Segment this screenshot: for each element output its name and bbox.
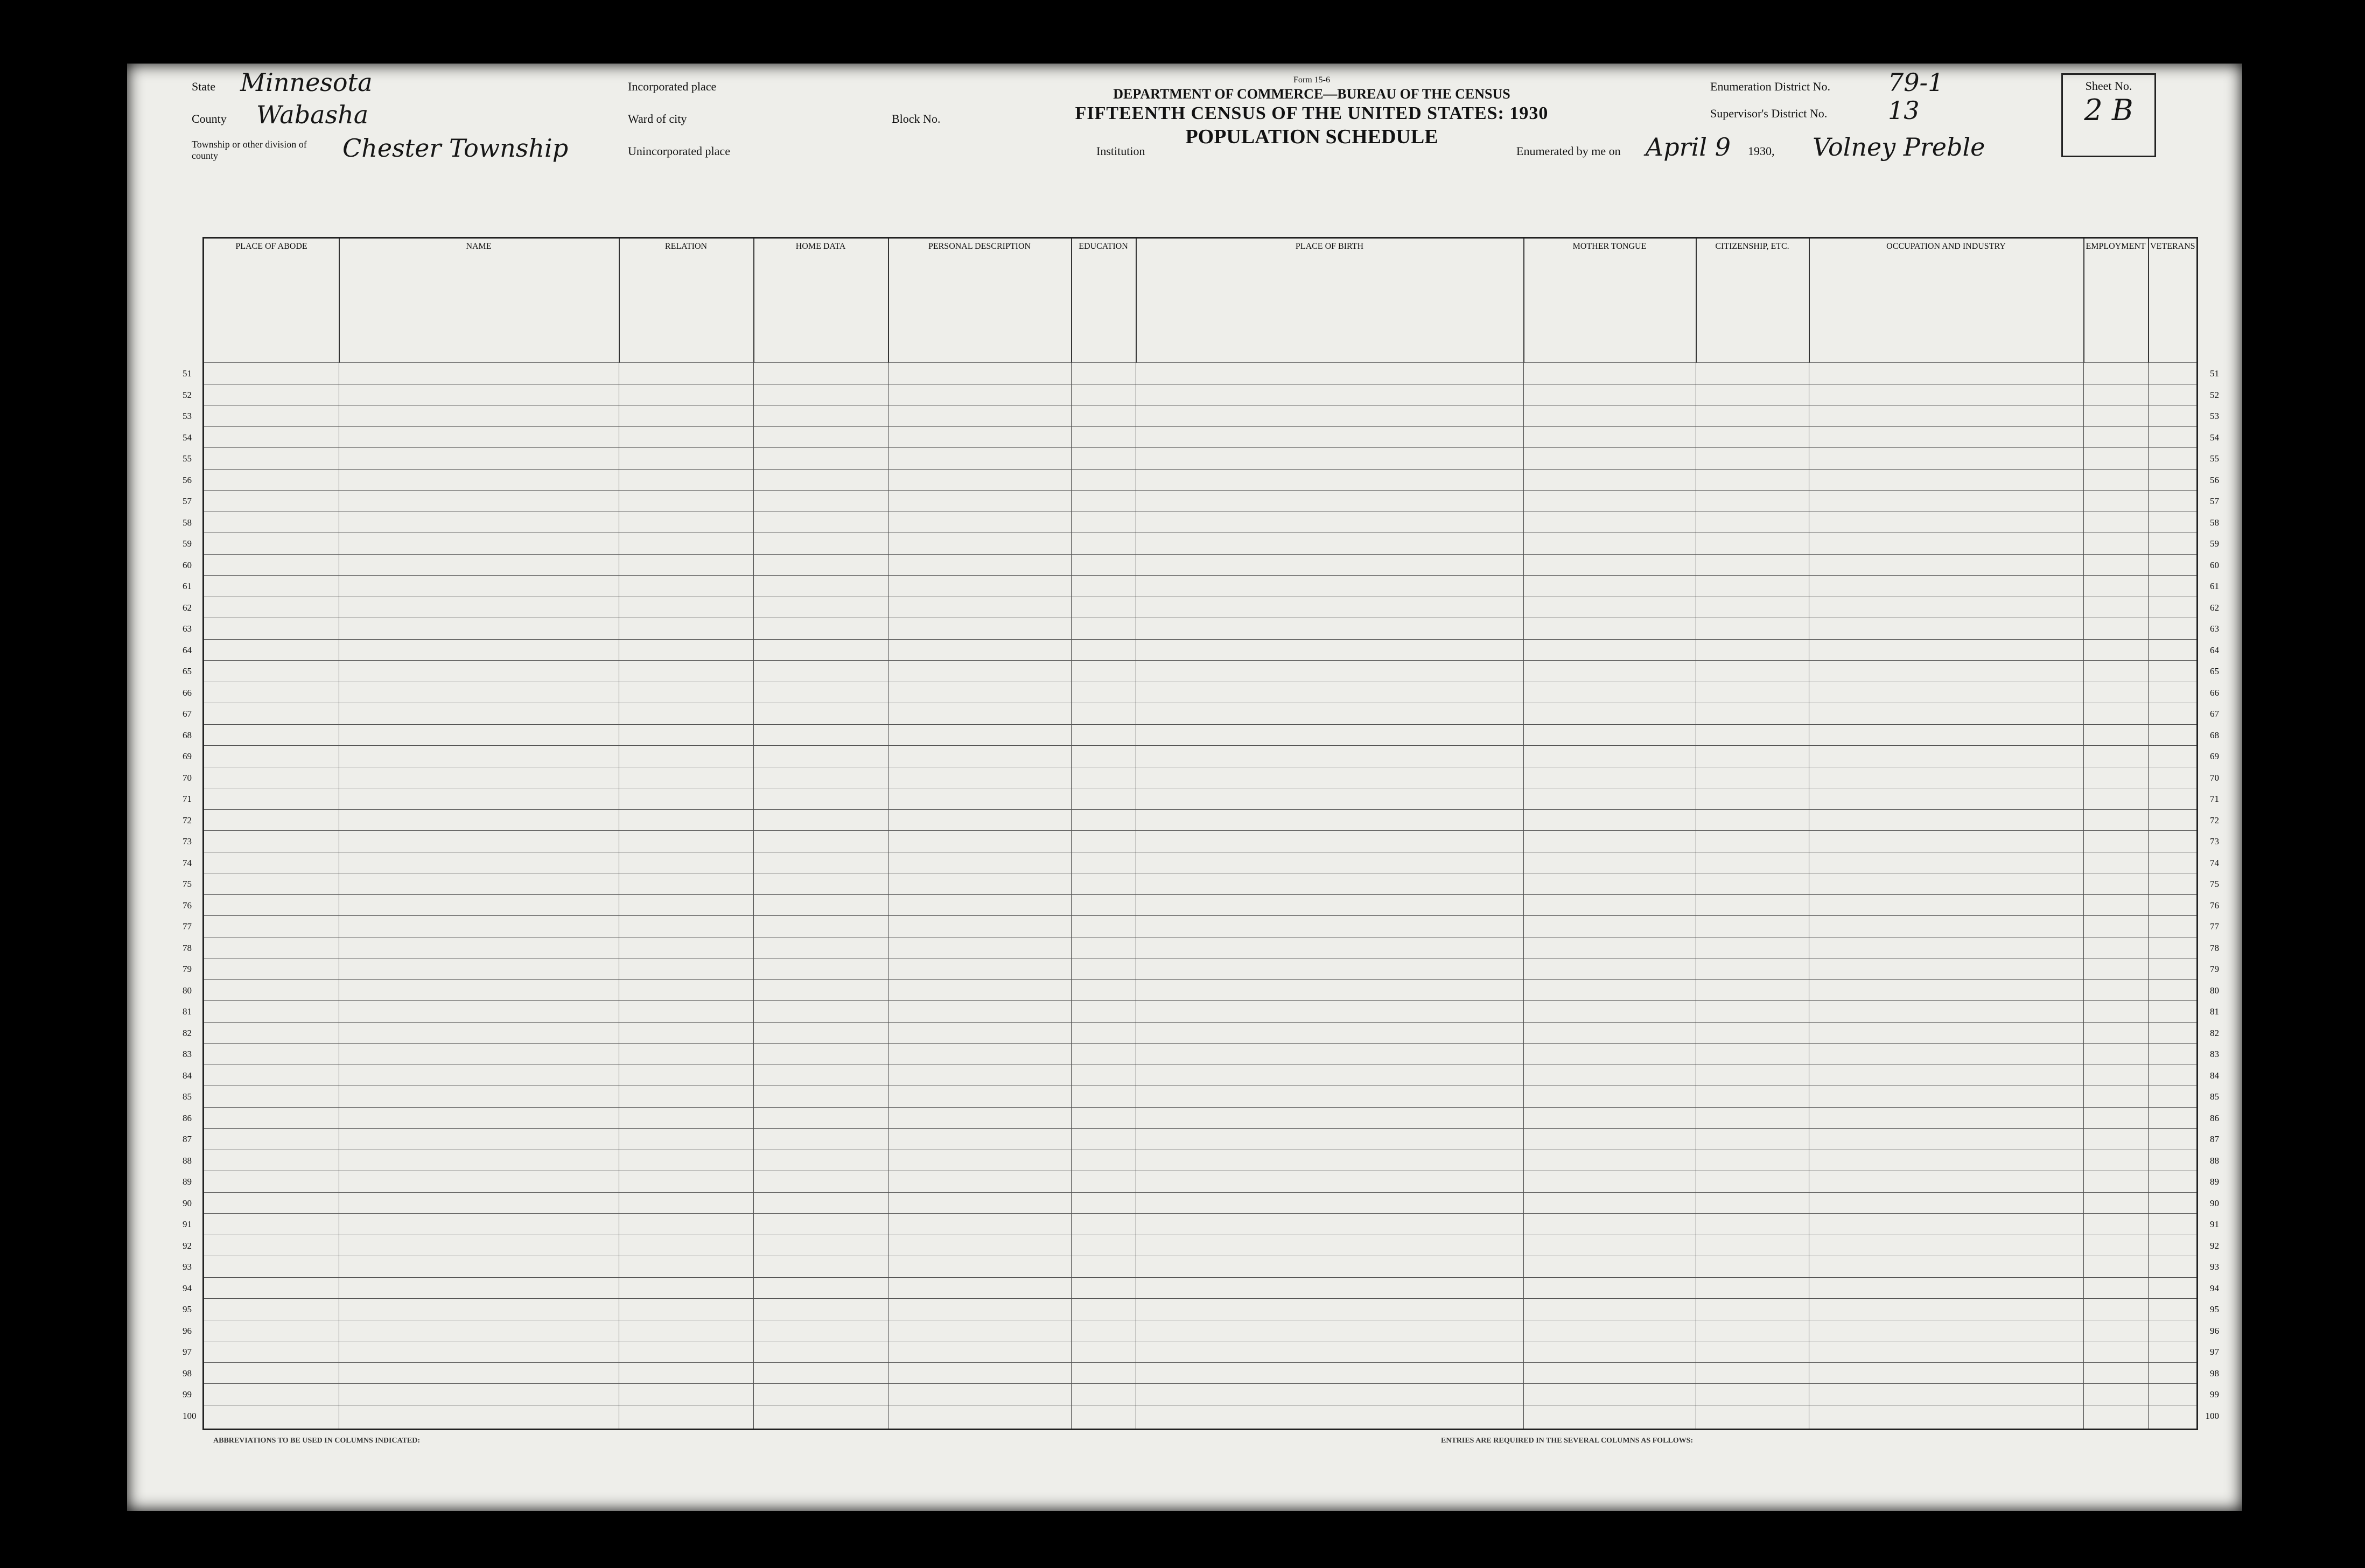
county-value: Wabasha bbox=[256, 100, 369, 129]
row-number-right: 68 bbox=[2210, 730, 2219, 740]
table-row bbox=[183, 915, 2219, 937]
census-title: FIFTEENTH CENSUS OF THE UNITED STATES: 1930 bbox=[1075, 103, 1549, 123]
row-number-right: 89 bbox=[2210, 1177, 2219, 1187]
col-place-of-birth: PLACE OF BIRTH bbox=[1136, 239, 1524, 362]
row-number-left: 84 bbox=[183, 1070, 192, 1081]
row-number-right: 86 bbox=[2210, 1112, 2219, 1123]
row-number-left: 55 bbox=[183, 453, 192, 464]
row-number-left: 98 bbox=[183, 1368, 192, 1378]
table-row bbox=[183, 830, 2219, 852]
row-number-left: 66 bbox=[183, 687, 192, 698]
footer-right-note: ENTRIES ARE REQUIRED IN THE SEVERAL COLUMNS AS FOLLOWS: bbox=[1441, 1437, 1694, 1445]
row-number-left: 99 bbox=[183, 1389, 192, 1399]
row-number-right: 75 bbox=[2210, 879, 2219, 889]
row-number-right: 61 bbox=[2210, 581, 2219, 591]
row-number-right: 51 bbox=[2210, 368, 2219, 379]
table-row bbox=[183, 512, 2219, 533]
table-row bbox=[183, 1405, 2219, 1426]
table-row bbox=[183, 724, 2219, 746]
state-label: State bbox=[192, 80, 215, 93]
row-number-left: 60 bbox=[183, 559, 192, 570]
col-education: EDUCATION bbox=[1071, 239, 1137, 362]
table-row bbox=[183, 873, 2219, 894]
row-number-right: 98 bbox=[2210, 1368, 2219, 1378]
schedule-title: POPULATION SCHEDULE bbox=[1185, 125, 1438, 148]
col-relation: RELATION bbox=[619, 239, 754, 362]
table-row bbox=[183, 1235, 2219, 1256]
row-number-left: 88 bbox=[183, 1155, 192, 1166]
row-number-right: 78 bbox=[2210, 942, 2219, 953]
row-number-right: 71 bbox=[2210, 794, 2219, 804]
row-number-left: 68 bbox=[183, 730, 192, 740]
row-number-right: 59 bbox=[2210, 538, 2219, 549]
table-row bbox=[183, 618, 2219, 639]
row-number-left: 56 bbox=[183, 474, 192, 485]
table-row bbox=[183, 852, 2219, 873]
row-number-right: 67 bbox=[2210, 709, 2219, 719]
table-row bbox=[183, 447, 2219, 469]
census-sheet bbox=[127, 64, 2242, 1511]
sd-value: 13 bbox=[1888, 96, 1920, 125]
row-number-left: 77 bbox=[183, 921, 192, 932]
table-row bbox=[183, 575, 2219, 597]
row-number-left: 54 bbox=[183, 432, 192, 443]
row-number-right: 70 bbox=[2210, 772, 2219, 783]
row-number-left: 58 bbox=[183, 517, 192, 528]
row-number-right: 56 bbox=[2210, 474, 2219, 485]
row-number-right: 95 bbox=[2210, 1304, 2219, 1314]
row-number-right: 62 bbox=[2210, 602, 2219, 613]
row-number-left: 51 bbox=[183, 368, 192, 379]
ward-label: Ward of city bbox=[628, 112, 687, 125]
table-row bbox=[183, 1192, 2219, 1214]
row-number-left: 57 bbox=[183, 496, 192, 506]
row-number-left: 80 bbox=[183, 985, 192, 996]
table-row bbox=[183, 767, 2219, 788]
table-row bbox=[183, 809, 2219, 831]
row-number-left: 95 bbox=[183, 1304, 192, 1314]
township-value: Chester Township bbox=[342, 134, 569, 163]
table-row bbox=[183, 490, 2219, 512]
table-row bbox=[183, 1298, 2219, 1320]
row-number-left: 82 bbox=[183, 1027, 192, 1038]
table-row bbox=[183, 745, 2219, 767]
row-number-right: 74 bbox=[2210, 857, 2219, 868]
title-block bbox=[1042, 74, 1581, 150]
table-row bbox=[183, 1150, 2219, 1171]
row-number-left: 63 bbox=[183, 624, 192, 634]
table-row bbox=[183, 533, 2219, 554]
row-number-left: 94 bbox=[183, 1283, 192, 1293]
row-number-left: 59 bbox=[183, 538, 192, 549]
table-row bbox=[183, 1171, 2219, 1192]
row-number-right: 81 bbox=[2210, 1006, 2219, 1017]
row-number-left: 83 bbox=[183, 1049, 192, 1059]
row-number-left: 71 bbox=[183, 794, 192, 804]
sheet-label: Sheet No. bbox=[2085, 79, 2132, 93]
unincorporated-label: Unincorporated place bbox=[628, 144, 730, 158]
row-number-left: 90 bbox=[183, 1198, 192, 1208]
row-number-left: 64 bbox=[183, 645, 192, 655]
row-number-right: 84 bbox=[2210, 1070, 2219, 1081]
table-row bbox=[183, 660, 2219, 682]
sheet-box bbox=[2061, 73, 2156, 157]
row-number-right: 97 bbox=[2210, 1347, 2219, 1357]
table-row bbox=[183, 979, 2219, 1001]
sd-label: Supervisor's District No. bbox=[1710, 107, 1828, 120]
row-number-left: 91 bbox=[183, 1219, 192, 1229]
footer-notes bbox=[202, 1431, 2195, 1496]
row-number-right: 76 bbox=[2210, 900, 2219, 911]
incorporated-label: Incorporated place bbox=[628, 80, 717, 93]
table-row bbox=[183, 1383, 2219, 1405]
block-label: Block No. bbox=[892, 112, 941, 125]
col-employment: EMPLOYMENT bbox=[2083, 239, 2149, 362]
row-number-right: 63 bbox=[2210, 624, 2219, 634]
row-number-left: 81 bbox=[183, 1006, 192, 1017]
table-row bbox=[183, 1362, 2219, 1384]
row-number-right: 79 bbox=[2210, 964, 2219, 974]
col-occupation: OCCUPATION AND INDUSTRY bbox=[1809, 239, 2084, 362]
col-personal-description: PERSONAL DESCRIPTION bbox=[888, 239, 1072, 362]
institution-label: Institution bbox=[1096, 144, 1145, 158]
row-number-right: 60 bbox=[2210, 559, 2219, 570]
row-number-left: 75 bbox=[183, 879, 192, 889]
row-number-right: 91 bbox=[2210, 1219, 2219, 1229]
table-row bbox=[183, 1107, 2219, 1129]
table-row bbox=[183, 384, 2219, 405]
row-number-right: 83 bbox=[2210, 1049, 2219, 1059]
col-veterans: VETERANS bbox=[2150, 242, 2195, 251]
row-number-right: 93 bbox=[2210, 1262, 2219, 1272]
ed-label: Enumeration District No. bbox=[1710, 80, 1831, 93]
row-number-left: 67 bbox=[183, 709, 192, 719]
table-row bbox=[183, 1128, 2219, 1150]
table-row bbox=[183, 682, 2219, 703]
table-row bbox=[183, 958, 2219, 979]
table-row bbox=[183, 554, 2219, 576]
row-number-right: 73 bbox=[2210, 836, 2219, 846]
row-number-right: 55 bbox=[2210, 453, 2219, 464]
row-number-right: 52 bbox=[2210, 389, 2219, 400]
row-number-left: 73 bbox=[183, 836, 192, 846]
row-number-left: 62 bbox=[183, 602, 192, 613]
row-number-right: 80 bbox=[2210, 985, 2219, 996]
row-number-right: 88 bbox=[2210, 1155, 2219, 1166]
row-number-left: 85 bbox=[183, 1091, 192, 1102]
table-row bbox=[183, 1065, 2219, 1086]
sheet-value: 2 B bbox=[2084, 93, 2133, 127]
census-table bbox=[183, 237, 2219, 1430]
state-value: Minnesota bbox=[240, 68, 373, 97]
table-row bbox=[183, 405, 2219, 426]
col-place-of-abode: PLACE OF ABODE bbox=[204, 239, 340, 362]
row-number-left: 86 bbox=[183, 1112, 192, 1123]
row-number-right: 87 bbox=[2210, 1134, 2219, 1144]
row-number-right: 85 bbox=[2210, 1091, 2219, 1102]
col-home-data: HOME DATA bbox=[753, 239, 889, 362]
row-number-right: 77 bbox=[2210, 921, 2219, 932]
table-row bbox=[183, 788, 2219, 809]
row-number-left: 69 bbox=[183, 751, 192, 761]
department: DEPARTMENT OF COMMERCE—BUREAU OF THE CENSUS bbox=[1113, 86, 1510, 102]
row-number-left: 70 bbox=[183, 772, 192, 783]
row-number-right: 54 bbox=[2210, 432, 2219, 443]
table-row bbox=[183, 639, 2219, 661]
row-number-left: 97 bbox=[183, 1347, 192, 1357]
row-number-left: 93 bbox=[183, 1262, 192, 1272]
row-number-left: 61 bbox=[183, 581, 192, 591]
row-number-right: 65 bbox=[2210, 666, 2219, 676]
row-number-right: 96 bbox=[2210, 1325, 2219, 1336]
table-row bbox=[183, 1341, 2219, 1362]
table-row bbox=[183, 1000, 2219, 1022]
row-number-right: 82 bbox=[2210, 1027, 2219, 1038]
col-mother-tongue: MOTHER TONGUE bbox=[1523, 239, 1697, 362]
row-number-left: 52 bbox=[183, 389, 192, 400]
table-row bbox=[183, 1277, 2219, 1299]
footer-left-note: ABBREVIATIONS TO BE USED IN COLUMNS INDICATED: bbox=[213, 1437, 421, 1445]
row-number-left: 96 bbox=[183, 1325, 192, 1336]
form-number: Form 15-6 bbox=[1293, 75, 1330, 85]
table-row bbox=[183, 426, 2219, 448]
table-row bbox=[183, 1320, 2219, 1341]
row-number-left: 76 bbox=[183, 900, 192, 911]
row-number-right: 92 bbox=[2210, 1240, 2219, 1251]
row-number-right: 72 bbox=[2210, 815, 2219, 825]
table-row bbox=[183, 1213, 2219, 1235]
row-number-right: 64 bbox=[2210, 645, 2219, 655]
row-number-left: 74 bbox=[183, 857, 192, 868]
enumerated-label: Enumerated by me on bbox=[1516, 144, 1621, 158]
row-number-right: 100 bbox=[2205, 1410, 2219, 1421]
row-number-left: 92 bbox=[183, 1240, 192, 1251]
row-number-left: 53 bbox=[183, 411, 192, 421]
row-number-left: 89 bbox=[183, 1177, 192, 1187]
enumerated-year: 1930, bbox=[1748, 144, 1775, 158]
table-row bbox=[183, 597, 2219, 618]
row-number-right: 90 bbox=[2210, 1198, 2219, 1208]
row-number-right: 57 bbox=[2210, 496, 2219, 506]
table-rows bbox=[183, 362, 2219, 1429]
row-number-left: 87 bbox=[183, 1134, 192, 1144]
row-number-left: 100 bbox=[183, 1410, 197, 1421]
table-row bbox=[183, 894, 2219, 916]
row-number-left: 79 bbox=[183, 964, 192, 974]
col-citizenship: CITIZENSHIP, ETC. bbox=[1696, 239, 1810, 362]
row-number-right: 58 bbox=[2210, 517, 2219, 528]
row-number-left: 65 bbox=[183, 666, 192, 676]
enumerator-name: Volney Preble bbox=[1813, 132, 1985, 162]
row-number-right: 94 bbox=[2210, 1283, 2219, 1293]
row-number-right: 53 bbox=[2210, 411, 2219, 421]
table-row bbox=[183, 703, 2219, 724]
table-row bbox=[183, 1086, 2219, 1107]
township-label: Township or other division of county bbox=[192, 139, 307, 161]
table-row bbox=[183, 1043, 2219, 1065]
row-number-left: 72 bbox=[183, 815, 192, 825]
col-name: NAME bbox=[339, 239, 620, 362]
table-row bbox=[183, 469, 2219, 491]
table-row bbox=[183, 1256, 2219, 1277]
table-row bbox=[183, 937, 2219, 958]
row-number-left: 78 bbox=[183, 942, 192, 953]
county-label: County bbox=[192, 112, 227, 125]
row-number-right: 66 bbox=[2210, 687, 2219, 698]
row-number-right: 69 bbox=[2210, 751, 2219, 761]
row-number-right: 99 bbox=[2210, 1389, 2219, 1399]
enumerated-date: April 9 bbox=[1646, 132, 1731, 162]
table-row bbox=[183, 362, 2219, 384]
table-row bbox=[183, 1022, 2219, 1044]
ed-value: 79-1 bbox=[1888, 68, 1944, 97]
